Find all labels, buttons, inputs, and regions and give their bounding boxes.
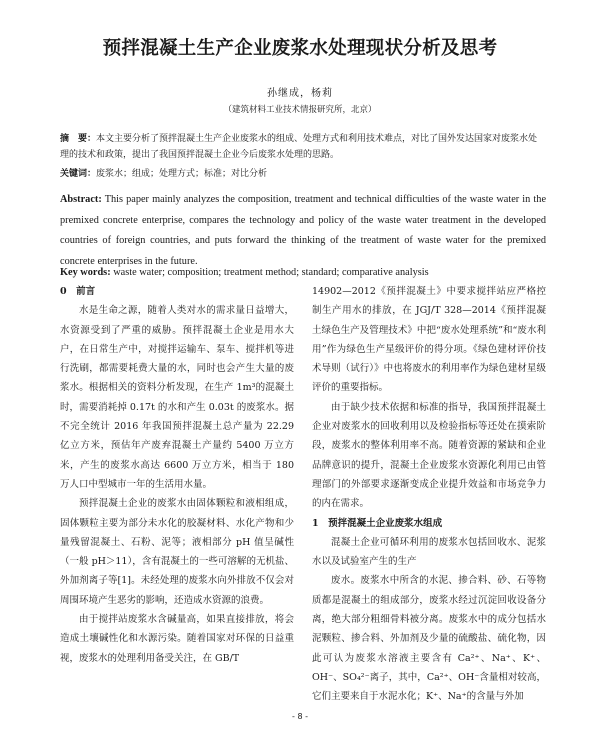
keywords-cn-label: 关键词： <box>60 169 97 179</box>
paper-title: 预拌混凝土生产企业废浆水处理现状分析及思考 <box>102 38 498 59</box>
abstract-en <box>60 190 546 272</box>
abstract-en-text: This paper mainly analyzes the composition, treatment and technical difficulties of the waste water in the premixed concrete enterprise, compares the technology and policy of the waste water treatment in the developed countries of foreign countries, and puts forward the thinking of the treatment of waste water for the premixed concrete enterprises in the future. <box>60 194 547 267</box>
paragraph: 由于缺少技术依据和标准的指导，我国预拌混凝土企业对废浆水的回收利用以及检验指标等还处在摸索阶段，废浆水的整体利用率不高。随着资源的紧缺和企业品牌意识的提升，混凝土企业废浆水资源化利用已由管理部门的外部要求逐渐变成企业提升效益和市场竞争力的内在需求。 <box>312 401 546 510</box>
section-heading-composition: 1 预拌混凝土企业废浆水组成 <box>312 517 443 529</box>
left-column <box>60 282 294 668</box>
affiliation: （建筑材料工业技术情报研究所，北京） <box>223 105 377 115</box>
abstract-cn <box>60 131 546 163</box>
authors: 孙继成，杨莉 <box>267 88 333 99</box>
abstract-cn-text: 本文主要分析了预拌混凝土生产企业废浆水的组成、处理方式和利用技术难点，对比了国外发达国家对废浆水处理的技术和政策，提出了我国预拌混凝土企业今后废浆水处理的思路。 <box>60 134 538 160</box>
paragraph: 废水。废浆水中所含的水泥、掺合料、砂、石等物质都是混凝土的组成部分，废浆水经过沉淀回收设备分离，绝大部分粗细骨料被分离。废浆水中的成分包括水泥颗粒、掺合料、外加剂及少量的硫酸盐、硫化物，因此可认为废浆水溶液主要含有 Ca²⁺、Na⁺、K⁺、OH⁻、SO₄²⁻离子，其中，Ca²⁺、OH⁻含量相对较高，它们主要来自于水泥水化；K⁺、Na⁺的含量与外加 <box>312 575 546 703</box>
page-number: - 8 - <box>292 712 308 721</box>
paragraph: 混凝土企业可循环利用的废浆水包括回收水、泥浆水以及试验室产生的生产 <box>312 536 546 568</box>
abstract-en-label: Abstract: <box>60 194 102 205</box>
keywords-en-text: waste water; composition; treatment method; standard; comparative analysis <box>113 267 429 278</box>
paragraph-continued: 14902—2012《预拌混凝土》中要求搅拌站应严格控制生产用水的排放，在 JGJ/T 328—2014《预拌混凝土绿色生产及管理技术》中把“废水处理系统”和“废水利用”作为绿色生产星级评价的得分项。《绿色建材评价技术导则（试行）》中也将废水的利用率作为绿色建材星级评价的重要指标。 <box>312 286 546 394</box>
keywords-cn-text: 废浆水；组成；处理方式；标准；对比分析 <box>96 169 268 179</box>
keywords-en-label: Key words: <box>60 267 111 278</box>
keywords-cn <box>60 166 546 182</box>
abstract-cn-label: 摘 要： <box>60 134 97 144</box>
paragraph: 预拌混凝土企业的废浆水由固体颗粒和液相组成，固体颗粒主要为部分未水化的胶凝材料、水化产物和少量残留混凝土、石粉、泥等；液相部分 pH 值呈碱性（一般 pH＞11），含有混凝土的一些可溶解的无机盐、外加剂离子等[1]。未经处理的废浆水向外排放不仅会对周围环境产生恶劣的影响，还造成水资源的浪费。 <box>60 498 294 606</box>
paragraph: 由于搅拌站废浆水含碱量高，如果直接排放，将会造成土壤碱性化和水源污染。随着国家对环保的日益重视，废浆水的处理利用备受关注，在 GB/T <box>60 614 294 664</box>
keywords-en <box>60 266 546 280</box>
paragraph: 水是生命之源，随着人类对水的需求量日益增大，水资源受到了严重的威胁。预拌混凝土企业是用水大户，在日常生产中，对搅拌运输车、泵车、搅拌机等进行洗刷，都需要耗费大量的水，同时也会产生大量的废浆水。根据相关的资料分析发现，在生产 1m³的混凝土时，需要消耗掉 0.17t 的水和产生 0.03t 的废浆水。据不完全统计 2016 年我国预拌混凝土总产量为 22.29 亿立方米，预估年产废弃混凝土产量约 5400 万立方米，产生的废浆水高达 6600 万立方米，相当于 180 万人口中型城市一年的生活用水量。 <box>60 305 294 490</box>
right-column <box>312 282 546 707</box>
section-heading-preface: 0 前言 <box>60 286 96 297</box>
